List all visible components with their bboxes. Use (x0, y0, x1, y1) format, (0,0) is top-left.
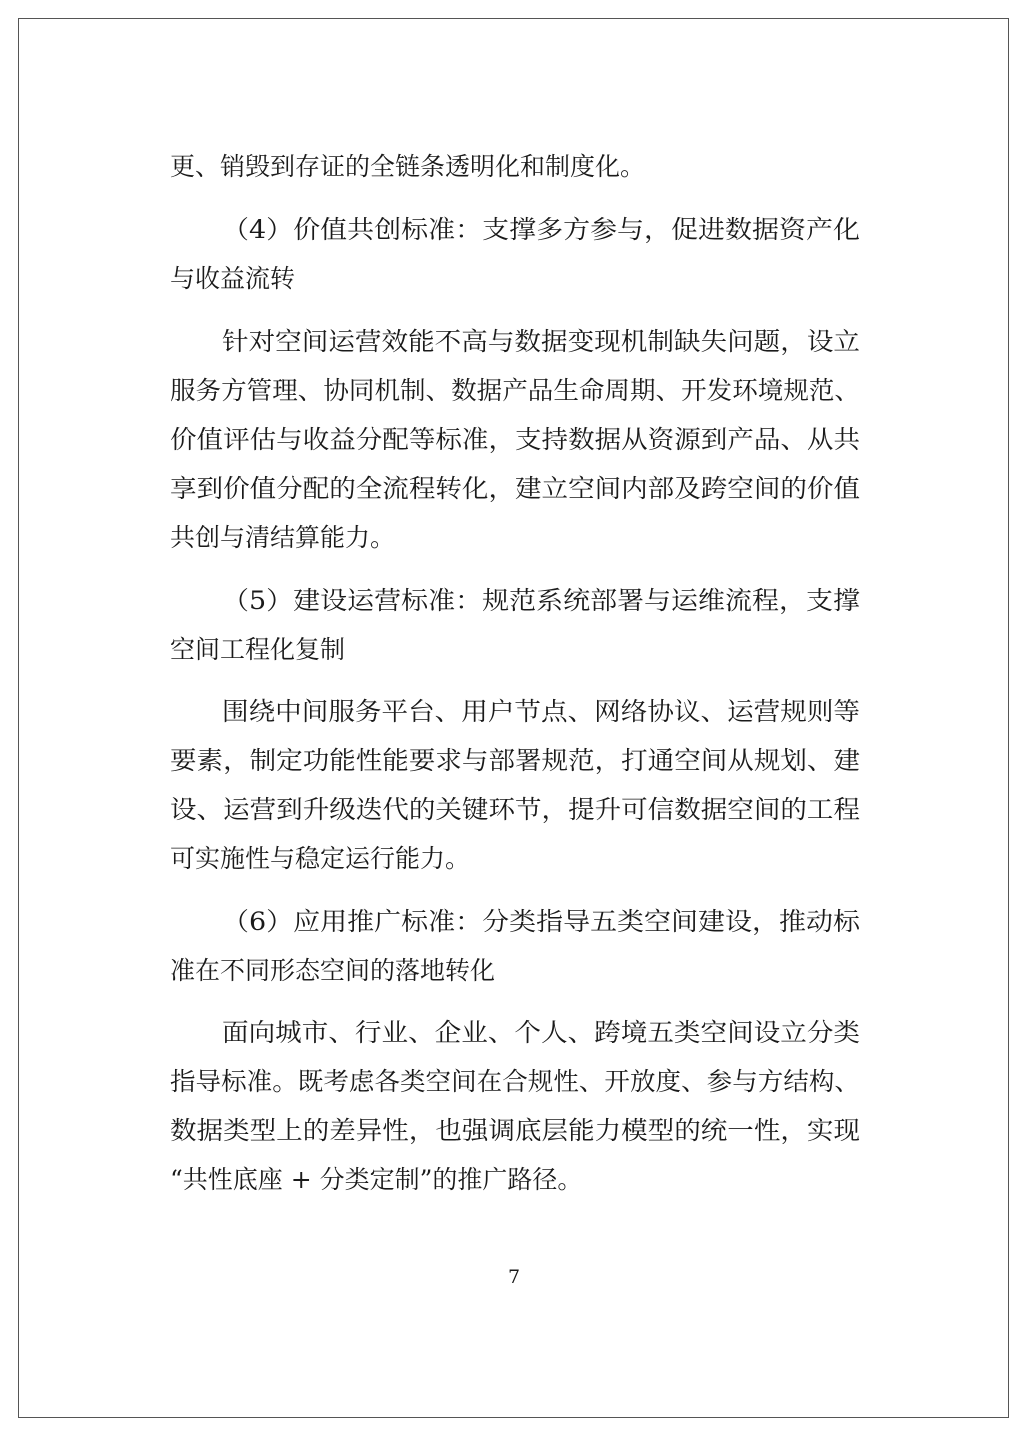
line-text: 与收益流转 (170, 264, 296, 293)
paragraph-line (0, 1111, 1028, 1151)
line-text: 针对空间运营效能不高与数据变现机制缺失问题，设立 (222, 327, 860, 356)
line-text: 空间工程化复制 (170, 635, 346, 664)
line-text: 面向城市、行业、企业、个人、跨境五类空间设立分类 (222, 1018, 860, 1047)
line-text: 准在不同形态空间的落地转化 (170, 956, 496, 985)
paragraph-line (0, 518, 1028, 558)
paragraph-line (0, 741, 1028, 781)
paragraph-line (0, 420, 1028, 460)
line-text: （4）价值共创标准：支撑多方参与，促进数据资产化 (222, 215, 860, 244)
line-text: 数据类型上的差异性，也强调底层能力模型的统一性，实现 (170, 1116, 860, 1145)
paragraph-line (0, 371, 1028, 411)
page-number: 7 (507, 1266, 521, 1288)
section-heading-5-cont (0, 630, 1028, 670)
paragraph-line (0, 469, 1028, 509)
line-text: （6）应用推广标准：分类指导五类空间建设，推动标 (222, 907, 860, 936)
paragraph-line (0, 839, 1028, 879)
section-heading-6 (0, 902, 1028, 942)
line-text: 共创与清结算能力。 (170, 523, 396, 552)
paragraph-line (0, 790, 1028, 830)
line-text: 围绕中间服务平台、用户节点、网络协议、运营规则等 (222, 697, 860, 726)
section-heading-6-cont (0, 951, 1028, 991)
paragraph-line (0, 1062, 1028, 1102)
line-text: 要素，制定功能性能要求与部署规范，打通空间从规划、建 (170, 746, 860, 775)
line-text: 更、销毁到存证的全链条透明化和制度化。 (170, 152, 646, 181)
section-heading-4-cont (0, 259, 1028, 299)
line-text: 设、运营到升级迭代的关键环节，提升可信数据空间的工程 (170, 795, 860, 824)
paragraph-line (0, 1013, 1028, 1053)
line-text: 享到价值分配的全流程转化，建立空间内部及跨空间的价值 (170, 474, 860, 503)
line-text: （5）建设运营标准：规范系统部署与运维流程，支撑 (222, 586, 860, 615)
line-text: 可实施性与稳定运行能力。 (170, 844, 471, 873)
text-line (0, 147, 1028, 187)
section-heading-4 (0, 210, 1028, 250)
line-text: 指导标准。既考虑各类空间在合规性、开放度、参与方结构、 (170, 1067, 860, 1096)
paragraph-line (0, 322, 1028, 362)
line-text: 价值评估与收益分配等标准，支持数据从资源到产品、从共 (170, 425, 860, 454)
paragraph-line (0, 1160, 1028, 1200)
paragraph-line (0, 692, 1028, 732)
line-text: 服务方管理、协同机制、数据产品生命周期、开发环境规范、 (170, 376, 860, 405)
section-heading-5 (0, 581, 1028, 621)
line-text: “共性底座 + 分类定制”的推广路径。 (170, 1165, 583, 1194)
